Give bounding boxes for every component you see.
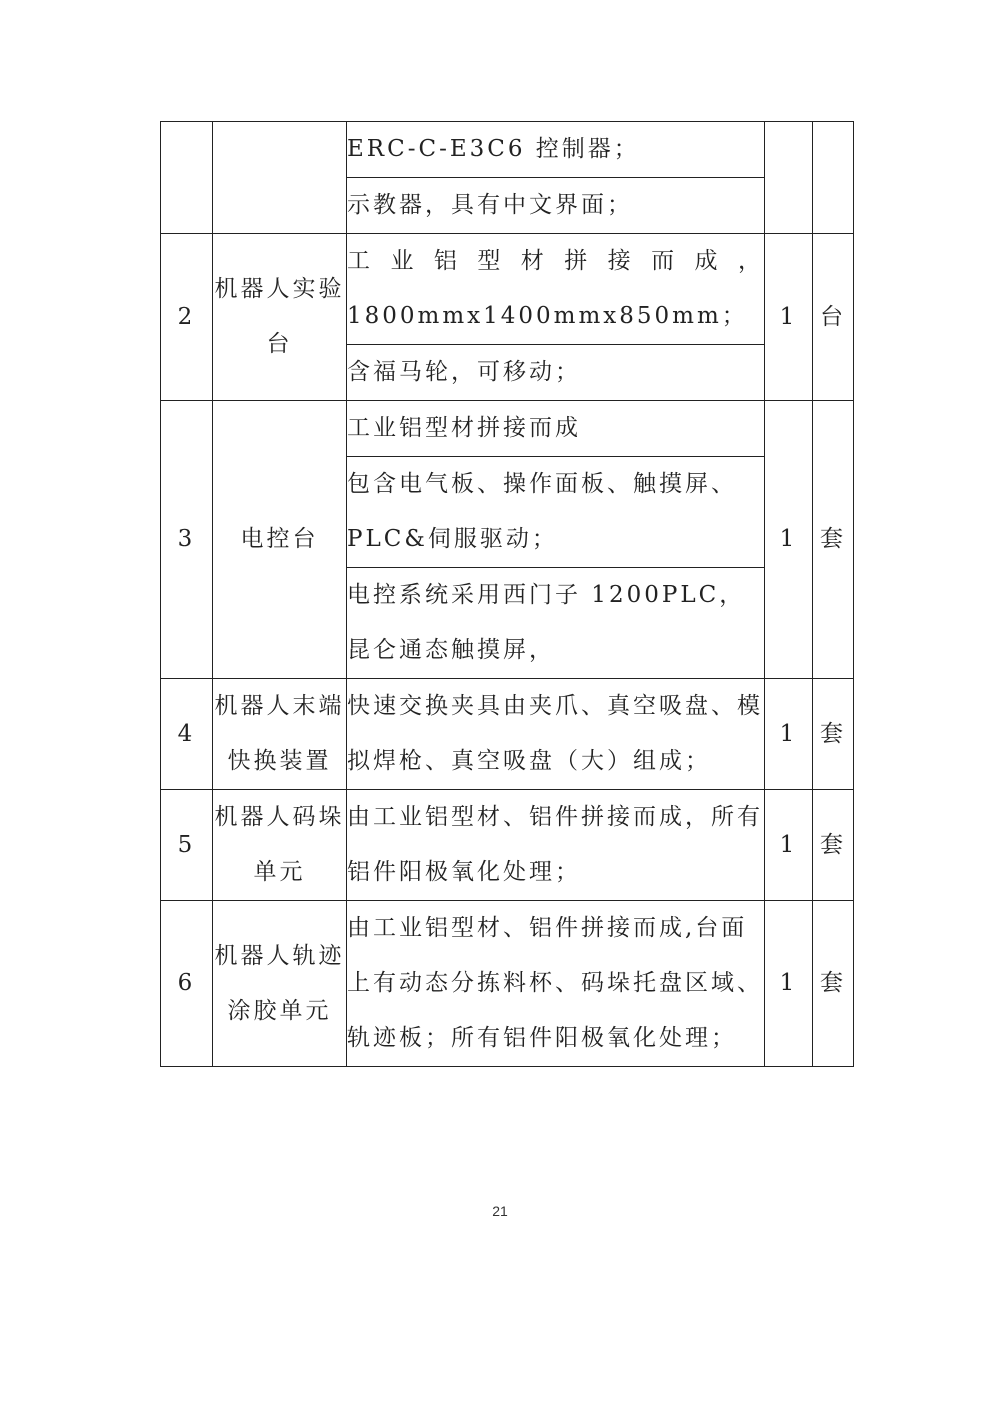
item-name-cell: 机器人末端快换装置 bbox=[213, 679, 347, 790]
row-number-cell: 4 bbox=[161, 679, 213, 790]
row-number-cell bbox=[161, 122, 213, 234]
row-number-cell: 3 bbox=[161, 401, 213, 679]
quantity-cell: 1 bbox=[765, 401, 813, 679]
table-row bbox=[161, 901, 854, 1067]
item-name-cell: 机器人实验台 bbox=[213, 234, 347, 401]
quantity-cell: 1 bbox=[765, 234, 813, 401]
description-cell: 由工业铝型材、铝件拼接而成，所有铝件阳极氧化处理； bbox=[347, 790, 765, 901]
table-row bbox=[161, 401, 854, 457]
unit-cell: 套 bbox=[813, 679, 854, 790]
quantity-cell: 1 bbox=[765, 790, 813, 901]
description-cell: 包含电气板、操作面板、触摸屏、PLC&伺服驱动； bbox=[347, 457, 765, 568]
description-cell: 电控系统采用西门子 1200PLC，昆仑通态触摸屏， bbox=[347, 568, 765, 679]
table-row bbox=[161, 122, 854, 178]
row-number-cell: 2 bbox=[161, 234, 213, 401]
description-cell: 由工业铝型材、铝件拼接而成,台面上有动态分拣料杯、码垛托盘区域、轨迹板；所有铝件阳极氧化处理； bbox=[347, 901, 765, 1067]
description-cell: ERC-C-E3C6 控制器； bbox=[347, 122, 765, 178]
description-cell: 快速交换夹具由夹爪、真空吸盘、模拟焊枪、真空吸盘（大）组成； bbox=[347, 679, 765, 790]
description-cell: 示教器，具有中文界面； bbox=[347, 178, 765, 234]
description-cell: 工业铝型材拼接而成，1800mmx1400mmx850mm； bbox=[347, 234, 765, 345]
item-name-cell: 机器人轨迹涂胶单元 bbox=[213, 901, 347, 1067]
row-number-cell: 6 bbox=[161, 901, 213, 1067]
unit-cell: 台 bbox=[813, 234, 854, 401]
description-cell: 工业铝型材拼接而成 bbox=[347, 401, 765, 457]
unit-cell bbox=[813, 122, 854, 234]
description-cell: 含福马轮，可移动； bbox=[347, 345, 765, 401]
unit-cell: 套 bbox=[813, 901, 854, 1067]
table-row bbox=[161, 790, 854, 901]
item-name-cell: 机器人码垛单元 bbox=[213, 790, 347, 901]
row-number-cell: 5 bbox=[161, 790, 213, 901]
quantity-cell bbox=[765, 122, 813, 234]
item-name-cell bbox=[213, 122, 347, 234]
unit-cell: 套 bbox=[813, 790, 854, 901]
table-row bbox=[161, 234, 854, 345]
item-name-cell: 电控台 bbox=[213, 401, 347, 679]
table-row bbox=[161, 679, 854, 790]
equipment-spec-table bbox=[160, 121, 854, 1067]
page-number: 21 bbox=[492, 1203, 508, 1219]
unit-cell: 套 bbox=[813, 401, 854, 679]
quantity-cell: 1 bbox=[765, 901, 813, 1067]
quantity-cell: 1 bbox=[765, 679, 813, 790]
